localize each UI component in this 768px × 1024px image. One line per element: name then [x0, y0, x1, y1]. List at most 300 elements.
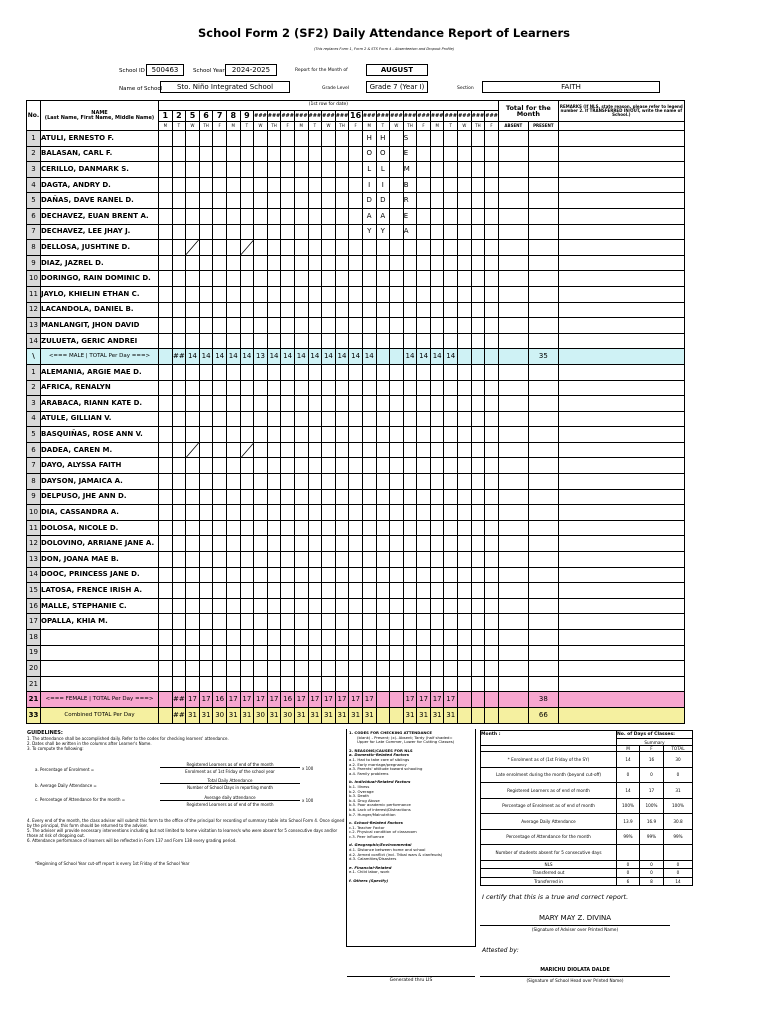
attendance-cell	[240, 255, 254, 271]
attendance-cell	[308, 474, 322, 490]
absent-cell	[498, 364, 528, 380]
remarks-cell	[558, 505, 684, 521]
attendance-cell: Y	[376, 224, 390, 240]
attendance-cell	[335, 614, 349, 630]
attendance-cell	[172, 505, 186, 521]
attendance-cell	[199, 286, 213, 302]
reason-item: b.2. Overage	[349, 788, 374, 794]
total-cell: 14	[430, 349, 444, 365]
attendance-cell	[376, 567, 390, 583]
attendance-cell	[390, 458, 404, 474]
reason-d-items	[347, 848, 475, 862]
attendance-cell	[349, 302, 363, 318]
attendance-cell	[376, 474, 390, 490]
present-cell	[528, 193, 558, 209]
summary-total: 0	[664, 860, 693, 869]
attendance-cell	[240, 552, 254, 568]
attendance-cell	[471, 661, 485, 677]
attendance-cell	[254, 427, 268, 443]
present-cell	[528, 240, 558, 256]
attendance-cell	[308, 318, 322, 334]
weekday-label: W	[322, 122, 336, 131]
attendance-cell	[322, 536, 336, 552]
attendance-cell	[349, 286, 363, 302]
total-cell: 17	[267, 692, 281, 708]
attendance-cell	[335, 286, 349, 302]
attendance-cell	[471, 396, 485, 412]
attendance-cell	[335, 598, 349, 614]
guideline-5: 5. The adviser will provide necessary interventions including but not limited to home visitation to learner/s who were absent for 5 consecutive days and/or those at risk of dropping out.	[27, 828, 338, 838]
present-cell	[528, 318, 558, 334]
row-number: 14	[27, 333, 41, 349]
attendance-cell	[322, 177, 336, 193]
weekday-label: M	[430, 122, 444, 131]
attendance-cell	[430, 318, 444, 334]
row-number: 13	[27, 552, 41, 568]
attendance-cell	[267, 131, 281, 147]
attendance-cell	[172, 442, 186, 458]
learner-row	[27, 240, 685, 256]
absent-cell	[498, 505, 528, 521]
attendance-cell	[186, 193, 200, 209]
absent-cell	[498, 380, 528, 396]
attendance-cell	[254, 645, 268, 661]
attendance-cell	[254, 396, 268, 412]
learner-name: DAYO, ALYSSA FAITH	[41, 458, 159, 474]
attendance-cell	[294, 318, 308, 334]
attendance-cell	[159, 240, 173, 256]
attendance-cell	[159, 458, 173, 474]
attendance-cell	[281, 427, 295, 443]
attendance-cell	[335, 271, 349, 287]
attendance-cell	[362, 240, 376, 256]
attendance-cell: O	[362, 146, 376, 162]
attendance-cell	[172, 146, 186, 162]
attendance-cell	[308, 302, 322, 318]
attendance-cell	[281, 146, 295, 162]
attendance-cell	[417, 536, 431, 552]
attendance-cell	[308, 177, 322, 193]
attendance-cell	[444, 427, 458, 443]
attendance-cell	[159, 552, 173, 568]
attendance-cell	[172, 520, 186, 536]
attendance-cell	[458, 567, 472, 583]
attendance-cell	[458, 676, 472, 692]
attendance-cell	[281, 567, 295, 583]
absent-cell	[498, 598, 528, 614]
attendance-cell	[281, 676, 295, 692]
row-number: 11	[27, 520, 41, 536]
attendance-cell	[471, 380, 485, 396]
attendance-cell	[485, 286, 499, 302]
reason-a: a. Domestic-Related Factors	[349, 752, 409, 758]
learner-name: MALLE, STEPHANIE C.	[41, 598, 159, 614]
attendance-cell	[254, 442, 268, 458]
attendance-cell	[403, 240, 417, 256]
summary-total: 30.8	[664, 814, 693, 830]
attendance-cell	[254, 333, 268, 349]
attendance-cell	[335, 442, 349, 458]
attendance-cell	[417, 177, 431, 193]
date-number: 1	[159, 111, 173, 122]
row-number: 17	[27, 614, 41, 630]
date-number: 5	[186, 111, 200, 122]
present-cell	[528, 396, 558, 412]
attendance-cell	[362, 630, 376, 646]
attendance-cell	[430, 333, 444, 349]
attendance-cell	[199, 645, 213, 661]
attendance-cell	[172, 302, 186, 318]
learner-name: JAYLO, KHIELIN ETHAN C.	[41, 286, 159, 302]
attendance-cell	[294, 567, 308, 583]
attendance-cell	[485, 411, 499, 427]
total-cell: 31	[430, 707, 444, 723]
attendance-cell	[485, 645, 499, 661]
absent-cell	[498, 396, 528, 412]
attendance-cell	[471, 411, 485, 427]
attendance-cell	[485, 536, 499, 552]
learner-name: BALASAN, CARL F.	[41, 146, 159, 162]
weekday-label: W	[458, 122, 472, 131]
attendance-cell	[226, 162, 240, 178]
attendance-cell	[226, 614, 240, 630]
attendance-cell	[213, 411, 227, 427]
learner-name: DELPUSO, JHE ANN D.	[41, 489, 159, 505]
learner-row	[27, 505, 685, 521]
attendance-cell	[362, 255, 376, 271]
attendance-cell	[403, 489, 417, 505]
attendance-cell	[240, 474, 254, 490]
present-cell	[528, 583, 558, 599]
attendance-cell	[349, 162, 363, 178]
attendance-cell	[430, 458, 444, 474]
attendance-cell	[281, 520, 295, 536]
total-cell: 31	[226, 707, 240, 723]
learner-name: ZULUETA, GERIC ANDREI	[41, 333, 159, 349]
attendance-cell	[390, 489, 404, 505]
attendance-cell	[444, 474, 458, 490]
attendance-cell	[349, 474, 363, 490]
present-cell	[528, 411, 558, 427]
attendance-cell	[444, 442, 458, 458]
attendance-cell	[403, 255, 417, 271]
attendance-cell	[335, 240, 349, 256]
attendance-cell	[281, 536, 295, 552]
attendance-cell	[226, 380, 240, 396]
guideline-6: 6. Attendance performance of learners will be reflected in Form 137 and Form 138 every grading period.	[27, 838, 237, 843]
formula-c-label: c. Percentage of Attendance for the month =	[35, 797, 126, 802]
attendance-cell	[390, 567, 404, 583]
absent-cell	[498, 146, 528, 162]
attendance-cell: A	[362, 208, 376, 224]
attendance-cell	[403, 442, 417, 458]
attendance-cell	[335, 661, 349, 677]
attendance-cell	[430, 676, 444, 692]
attendance-cell	[390, 208, 404, 224]
attendance-cell	[376, 661, 390, 677]
remarks-cell	[558, 645, 684, 661]
attendance-cell	[417, 442, 431, 458]
attendance-cell	[322, 661, 336, 677]
attendance-cell	[458, 614, 472, 630]
attendance-cell	[349, 614, 363, 630]
attendance-cell	[308, 583, 322, 599]
total-cell: 31	[308, 707, 322, 723]
total-remarks	[558, 707, 684, 723]
attendance-cell	[417, 567, 431, 583]
attendance-cell	[240, 583, 254, 599]
attendance-cell	[240, 442, 254, 458]
attendance-cell: I	[376, 177, 390, 193]
attendance-cell	[417, 474, 431, 490]
attendance-cell	[417, 271, 431, 287]
attendance-cell	[322, 474, 336, 490]
attendance-cell	[349, 442, 363, 458]
attendance-cell	[294, 286, 308, 302]
attendance-cell	[159, 661, 173, 677]
attendance-cell	[240, 645, 254, 661]
attendance-cell	[213, 396, 227, 412]
row-number: 3	[27, 162, 41, 178]
attendance-cell	[417, 427, 431, 443]
attendance-cell	[294, 505, 308, 521]
remarks-cell	[558, 630, 684, 646]
attendance-cell	[458, 333, 472, 349]
attendance-cell	[430, 146, 444, 162]
weekday-label: W	[186, 122, 200, 131]
attendance-cell	[376, 302, 390, 318]
learner-row	[27, 396, 685, 412]
attendance-cell	[430, 536, 444, 552]
attendance-cell	[349, 318, 363, 334]
attendance-cell	[240, 146, 254, 162]
learner-row	[27, 630, 685, 646]
attendance-cell	[390, 427, 404, 443]
attendance-cell	[213, 583, 227, 599]
attendance-cell	[172, 177, 186, 193]
summary-row-label: Number of students absent for 5 consecutive days	[481, 845, 617, 861]
attendance-cell	[322, 271, 336, 287]
attendance-cell	[294, 208, 308, 224]
attendance-cell	[444, 380, 458, 396]
attendance-cell	[322, 396, 336, 412]
attendance-cell	[213, 442, 227, 458]
attendance-cell	[458, 162, 472, 178]
learner-row	[27, 676, 685, 692]
total-cell: 17	[417, 692, 431, 708]
attendance-cell	[267, 661, 281, 677]
attendance-cell	[444, 676, 458, 692]
absent-cell	[498, 458, 528, 474]
learner-row	[27, 520, 685, 536]
learner-row	[27, 162, 685, 178]
attendance-cell	[308, 630, 322, 646]
attendance-cell	[362, 442, 376, 458]
attendance-cell	[390, 645, 404, 661]
attendance-cell	[335, 411, 349, 427]
attendance-cell	[267, 536, 281, 552]
attendance-cell	[403, 520, 417, 536]
attendance-cell	[254, 536, 268, 552]
slash-mark	[241, 443, 254, 458]
attendance-cell	[335, 520, 349, 536]
attendance-cell	[240, 411, 254, 427]
attendance-cell	[390, 630, 404, 646]
attendance-cell	[376, 520, 390, 536]
attendance-cell	[458, 208, 472, 224]
attendance-cell	[308, 411, 322, 427]
attendance-cell	[335, 224, 349, 240]
attendance-cell	[172, 661, 186, 677]
attendance-cell	[226, 474, 240, 490]
attendance-cell	[485, 193, 499, 209]
date-number: ###	[390, 111, 404, 122]
summary-total: 0	[664, 869, 693, 878]
reason-c-items	[347, 826, 475, 840]
attendance-cell	[417, 630, 431, 646]
date-number: ###	[485, 111, 499, 122]
row-number: 7	[27, 458, 41, 474]
attendance-cell	[322, 676, 336, 692]
attendance-cell	[240, 318, 254, 334]
attendance-cell	[294, 364, 308, 380]
attendance-cell	[199, 208, 213, 224]
attendance-cell	[403, 552, 417, 568]
attendance-cell	[485, 676, 499, 692]
attendance-cell	[458, 318, 472, 334]
attendance-cell	[390, 411, 404, 427]
attendance-cell	[254, 240, 268, 256]
attendance-cell	[172, 131, 186, 147]
attendance-cell	[430, 614, 444, 630]
attendance-cell	[362, 614, 376, 630]
present-cell	[528, 177, 558, 193]
remarks-cell	[558, 146, 684, 162]
learner-name: ALEMANIA, ARGIE MAE D.	[41, 364, 159, 380]
attendance-cell	[254, 614, 268, 630]
attendance-cell	[335, 505, 349, 521]
attendance-cell	[159, 224, 173, 240]
total-cell: 30	[254, 707, 268, 723]
attendance-cell	[349, 676, 363, 692]
attendance-cell	[444, 302, 458, 318]
summary-total: 30	[664, 752, 693, 768]
attendance-cell	[213, 661, 227, 677]
present-cell	[528, 676, 558, 692]
attendance-cell	[226, 177, 240, 193]
attendance-cell	[403, 583, 417, 599]
generated-note: Generated thru LIS	[389, 978, 433, 983]
attendance-cell	[308, 286, 322, 302]
attendance-cell	[172, 240, 186, 256]
total-cell: 17	[335, 692, 349, 708]
total-absent	[498, 349, 528, 365]
attendance-cell	[485, 333, 499, 349]
attendance-cell	[240, 193, 254, 209]
attendance-cell: H	[376, 131, 390, 147]
attendance-cell	[430, 302, 444, 318]
attendance-cell	[308, 396, 322, 412]
weekday-label: T	[308, 122, 322, 131]
total-cell: 31	[349, 707, 363, 723]
present-cell	[528, 489, 558, 505]
attendance-cell	[294, 645, 308, 661]
attendance-cell	[322, 458, 336, 474]
attendance-cell	[267, 474, 281, 490]
present-cell	[528, 458, 558, 474]
attendance-cell	[254, 520, 268, 536]
attendance-cell	[390, 131, 404, 147]
reason-item: a.2. Early marriage/pregnancy	[349, 761, 407, 767]
attendance-cell	[159, 505, 173, 521]
attendance-cell	[349, 552, 363, 568]
attendance-cell	[308, 146, 322, 162]
summary-f: 99%	[640, 829, 664, 845]
total-cell	[471, 707, 485, 723]
attendance-cell	[172, 458, 186, 474]
attendance-cell	[294, 255, 308, 271]
attendance-cell	[390, 286, 404, 302]
attendance-cell	[159, 411, 173, 427]
attendance-cell	[267, 333, 281, 349]
present-cell	[528, 598, 558, 614]
summary-row-label: Transferred in	[481, 877, 617, 886]
attendance-cell	[213, 427, 227, 443]
learner-row	[27, 286, 685, 302]
attendance-cell	[213, 302, 227, 318]
attendance-cell	[186, 177, 200, 193]
weekday-label: TH	[335, 122, 349, 131]
summary-row	[481, 877, 693, 886]
attendance-cell	[267, 552, 281, 568]
attendance-cell	[390, 614, 404, 630]
attendance-cell	[390, 442, 404, 458]
attendance-cell	[322, 380, 336, 396]
summary-m: 99%	[617, 829, 640, 845]
attendance-cell	[349, 364, 363, 380]
attendance-cell	[267, 162, 281, 178]
attendance-cell: Y	[362, 224, 376, 240]
attendance-cell	[159, 318, 173, 334]
attendance-cell	[335, 302, 349, 318]
attendance-cell	[403, 271, 417, 287]
weekday-label: F	[417, 122, 431, 131]
attendance-cell	[267, 520, 281, 536]
attendance-cell	[485, 598, 499, 614]
attendance-cell	[376, 364, 390, 380]
total-cell: 30	[281, 707, 295, 723]
attendance-cell	[308, 427, 322, 443]
attendance-cell	[172, 427, 186, 443]
attendance-cell	[417, 520, 431, 536]
formula-c-den: Registered Learners as of end of the month	[186, 802, 274, 807]
summary-row-label: Average Daily Attendance	[481, 814, 617, 830]
attendance-cell: O	[376, 146, 390, 162]
attendance-cell	[376, 676, 390, 692]
attendance-cell	[226, 255, 240, 271]
attendance-cell	[390, 661, 404, 677]
total-row-number: \	[27, 349, 41, 365]
present-cell	[528, 567, 558, 583]
reason-item: b.1. Illness	[349, 783, 370, 789]
summary-f: 100%	[640, 798, 664, 814]
learner-name: DADEA, CAREN M.	[41, 442, 159, 458]
row-number: 2	[27, 146, 41, 162]
attendance-cell	[240, 208, 254, 224]
row-number: 19	[27, 645, 41, 661]
attendance-cell	[186, 224, 200, 240]
remarks-cell	[558, 240, 684, 256]
